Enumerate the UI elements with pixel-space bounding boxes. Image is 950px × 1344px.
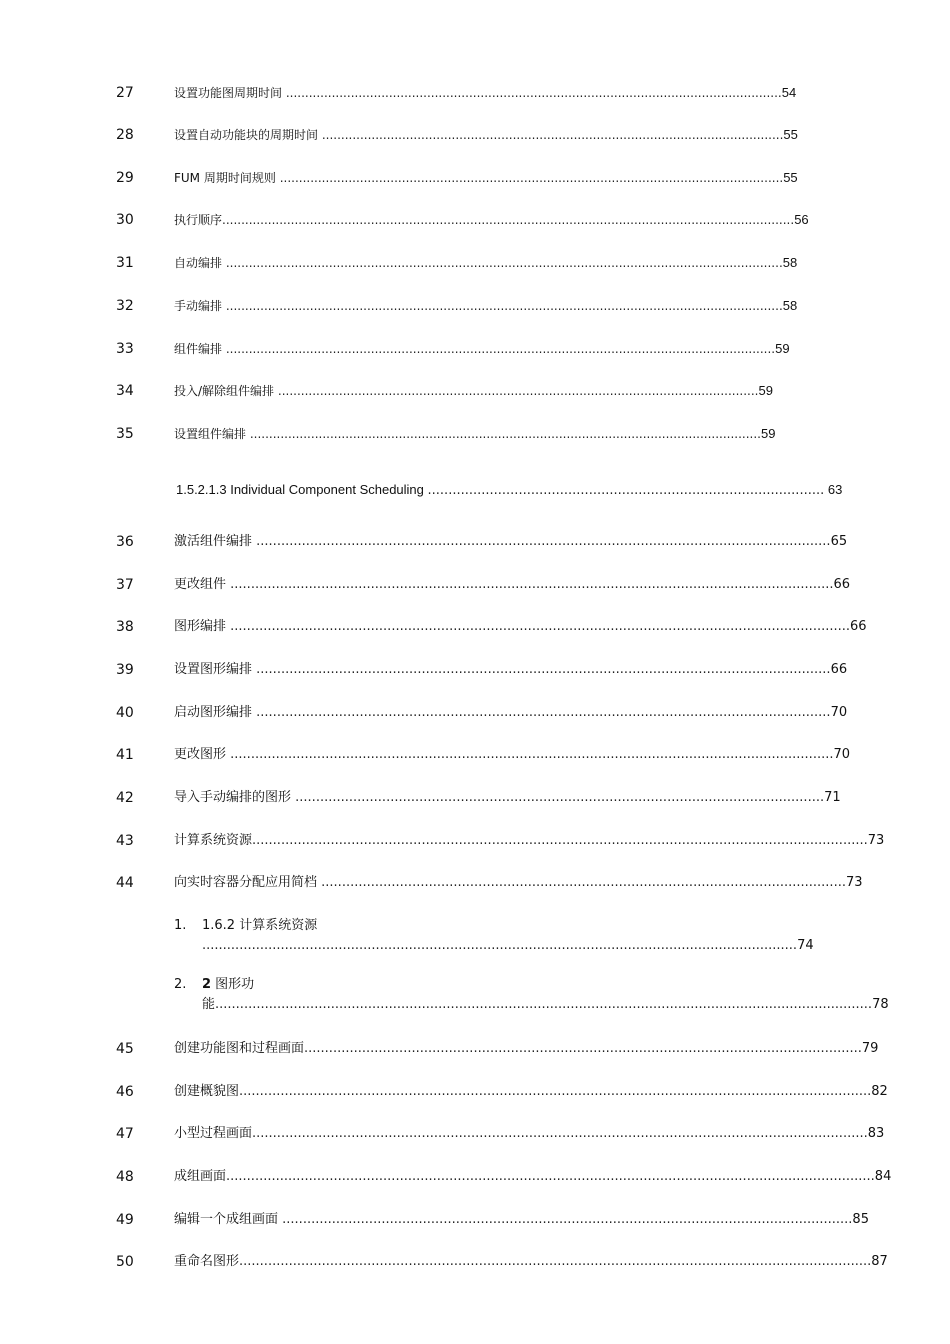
toc-entry-page: 85 (852, 1212, 869, 1227)
leader-dots: ................................................................................................................................................ (202, 938, 798, 953)
toc-entry-title: 编辑一个成组画面 (174, 1212, 279, 1227)
toc-entry-number: 35 (116, 426, 134, 442)
leader-dots: .................................................................................................................................................. (230, 577, 834, 592)
toc-entry-number: 41 (116, 747, 134, 763)
toc-entry-title: 向实时容器分配应用简档 (174, 875, 318, 890)
toc-entry-number: 36 (116, 534, 134, 550)
toc-entry-number: 40 (116, 705, 134, 721)
toc-entry-number: 28 (116, 127, 134, 143)
toc-entry-page: 73 (845, 875, 863, 890)
toc-entry-title: 组件编排 (174, 342, 223, 356)
list-item-page: 78 (872, 997, 889, 1012)
leader-dots: .................................................................................................................................. (285, 86, 782, 100)
leader-dots: ............................................................................................................................... (321, 875, 846, 890)
leader-dots: .................................................................................................................................... (279, 171, 784, 185)
toc-entry-number: 44 (116, 875, 134, 891)
leader-dots: ...................................................................................................................................................... (222, 213, 795, 227)
list-item-continuation: 能 (202, 997, 216, 1012)
toc-entry-title: 导入手动编排的图形 (174, 790, 292, 805)
toc-entry-number: 46 (116, 1084, 134, 1100)
leader-dots: ............................................................................................................................................................... (215, 997, 873, 1012)
toc-entry-number: 32 (116, 298, 134, 314)
leader-dots: ......................................................................................................................................................... (239, 1084, 872, 1099)
leader-dots: ..................................................................................................................................................... (252, 1126, 868, 1141)
toc-entry-page: 66 (833, 577, 851, 592)
leader-dots: ...................................................................................................................................................... (230, 619, 851, 634)
toc-entry-page: 55 (783, 127, 798, 142)
toc-entry-page: 58 (782, 298, 798, 313)
list-marker: 2. (174, 977, 187, 992)
toc-entry-page: 70 (833, 747, 851, 762)
leader-dots: .......................................................................................................................................... (282, 1212, 853, 1227)
leader-dots: ........................................................................................................................................... (256, 534, 831, 549)
toc-entry-page: 84 (874, 1169, 892, 1184)
toc-entry-title: 设置图形编排 (174, 662, 253, 677)
toc-entry-title: 设置组件编排 (174, 427, 247, 441)
toc-entry-title: 设置自动功能块的周期时间 (174, 128, 319, 142)
toc-entry-number: 34 (116, 383, 134, 399)
toc-entry-number: 37 (116, 577, 134, 593)
toc-entry-page: 66 (850, 619, 867, 634)
toc-entry-title: 成组画面 (174, 1169, 227, 1184)
toc-entry-number: 47 (116, 1126, 134, 1142)
leader-dots: ........................................................................................................................................... (256, 705, 831, 720)
toc-entry-page: 79 (861, 1041, 879, 1056)
toc-entry-title: 小型过程画面 (174, 1126, 253, 1141)
leader-dots: .................................................................................................................................................. (230, 747, 834, 762)
toc-entry-title: 激活组件编排 (174, 534, 253, 549)
list-item-title: 1.6.2 计算系统资源 (202, 918, 318, 933)
leader-dots: ........................................................................................................................................... (256, 662, 831, 677)
toc-entry-number: 45 (116, 1041, 134, 1057)
toc-entry-number: 42 (116, 790, 134, 806)
leader-dots: .................................................................................................................................................. (225, 299, 783, 313)
toc-entry-title: 创建功能图和过程画面 (174, 1041, 305, 1056)
toc-entry-title: 设置功能图周期时间 (174, 86, 283, 100)
toc-entry-page: 83 (867, 1126, 885, 1141)
toc-entry-number: 38 (116, 619, 134, 635)
toc-entry-title: 启动图形编排 (174, 705, 253, 720)
toc-entry-title: 图形编排 (174, 619, 227, 634)
toc-entry-number: 31 (116, 255, 134, 271)
subheading-title: 1.5.2.1.3 Individual Component Scheduling (176, 482, 424, 497)
toc-entry-number: 48 (116, 1169, 134, 1185)
toc-entry-page: 70 (830, 705, 848, 720)
toc-entry-number: 29 (116, 170, 134, 186)
list-marker: 1. (174, 918, 187, 933)
toc-entry-page: 87 (871, 1254, 888, 1269)
leader-dots: ......................................................................................................................................................... (239, 1254, 872, 1269)
toc-entry-page: 65 (830, 534, 848, 549)
toc-entry-number: 30 (116, 212, 134, 228)
toc-entry-number: 39 (116, 662, 134, 678)
leader-dots: ....................................................................................................................................... (304, 1041, 862, 1056)
toc-entry-number: 27 (116, 85, 134, 101)
toc-entry-page: 58 (782, 255, 798, 270)
toc-entry-number: 50 (116, 1254, 134, 1270)
toc-entry-title: 手动编排 (174, 299, 223, 313)
toc-entry-title: 自动编排 (174, 256, 223, 270)
toc-entry-title: 重命名图形 (174, 1254, 240, 1269)
toc-entry-title: 更改组件 (174, 577, 227, 592)
leader-dots: ..................................................................................................................................................... (252, 833, 868, 848)
leader-dots: ................................................................................................................................ (295, 790, 825, 805)
toc-entry-page: 56 (794, 212, 809, 227)
list-item-prefix: 2 (202, 977, 212, 992)
toc-entry-number: 49 (116, 1212, 134, 1228)
leader-dots: .............................................................................................................................. (277, 384, 759, 398)
toc-entry-title: 计算系统资源 (174, 833, 253, 848)
toc-entry-page: 73 (867, 833, 885, 848)
toc-entry-page: 82 (871, 1084, 888, 1099)
toc-entry-page: 59 (760, 426, 776, 441)
toc-entry-number: 33 (116, 341, 134, 357)
toc-entry-page: 71 (824, 790, 841, 805)
toc-entry-title: 创建概貌图 (174, 1084, 240, 1099)
leader-dots: ................................................................................................ (427, 483, 825, 498)
toc-entry-page: 59 (775, 341, 790, 356)
toc-entry-title: FUM 周期时间规则 (174, 171, 276, 185)
toc-entry-title: 更改图形 (174, 747, 227, 762)
toc-entry-number: 43 (116, 833, 134, 849)
leader-dots: ............................................................................................................................................................. (226, 1169, 875, 1184)
toc-entry-page: 59 (758, 383, 773, 398)
toc-entry-page: 54 (781, 85, 797, 100)
toc-entry-page: 55 (783, 170, 798, 185)
toc-entry-title: 执行顺序 (174, 213, 223, 227)
toc-entry-title: 投入/解除组件编排 (174, 384, 275, 398)
leader-dots: ...................................................................................................................................... (249, 427, 761, 441)
leader-dots: .................................................................................................................................................. (225, 256, 783, 270)
toc-list-item[interactable] (174, 974, 904, 1018)
subheading-page: 63 (827, 482, 842, 497)
list-item-page: 74 (797, 938, 814, 953)
toc-list-item[interactable] (174, 915, 824, 959)
leader-dots: ................................................................................................................................................ (225, 342, 776, 356)
toc-entry-page: 66 (830, 662, 848, 677)
leader-dots: ......................................................................................................................... (321, 128, 784, 142)
list-item-title: 图形功 (211, 977, 255, 992)
